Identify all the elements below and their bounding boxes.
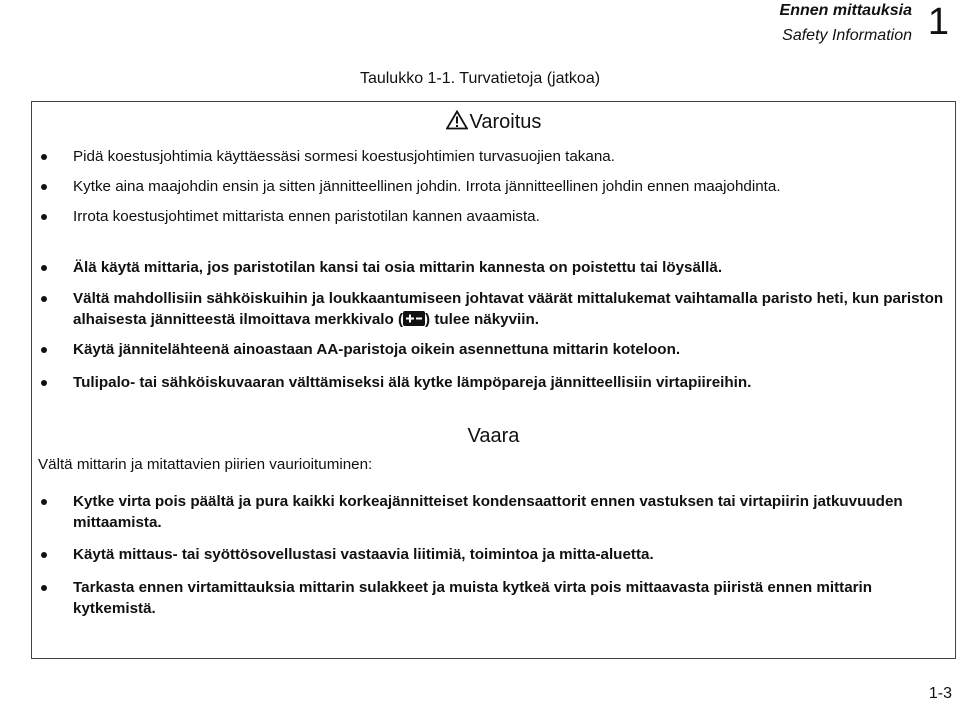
- warning-item-battery: [32, 288, 955, 330]
- warning-heading: [32, 110, 955, 134]
- chapter-title: Ennen mittauksia: [779, 2, 912, 19]
- battery-low-icon: [403, 311, 425, 326]
- warning-list-plain: [32, 146, 955, 227]
- battery-text-after: ) tulee näkyviin.: [425, 311, 539, 328]
- danger-item: Tarkasta ennen virtamittauksia mittarin sulakkeet ja muista kytkeä virta pois mittaavasta piiristä ennen mittarin kytkemistä.: [32, 577, 955, 619]
- warning-item: Tulipalo- tai sähköiskuvaaran välttämiseksi älä kytke lämpöpareja jännitteellisiin virtapiireihin.: [32, 372, 955, 393]
- chapter-subtitle: Safety Information: [782, 27, 912, 44]
- header-text: [780, 0, 912, 45]
- table-caption: Taulukko 1-1. Turvatietoja (jatkoa): [359, 70, 601, 87]
- danger-lead: Vältä mittarin ja mitattavien piirien vaurioituminen:: [38, 456, 373, 473]
- warning-item: Käytä jännitelähteenä ainoastaan AA-paristoja oikein asennettuna mittarin koteloon.: [32, 339, 955, 360]
- danger-item: Käytä mittaus- tai syöttösovellustasi vastaavia liitimiä, toimintoa ja mitta-aluetta.: [32, 544, 955, 565]
- warning-item: Pidä koestusjohtimia käyttäessäsi sormesi koestusjohtimien turvasuojien takana.: [32, 146, 955, 167]
- danger-item: Kytke virta pois päältä ja pura kaikki korkeajännitteiset kondensaattorit ennen vastuksen tai virtapiirin jatkuvuuden mittaamista.: [32, 491, 955, 533]
- warning-item: Irrota koestusjohtimet mittarista ennen paristotilan kannen avaamista.: [32, 206, 955, 227]
- warning-item: Älä käytä mittaria, jos paristotilan kansi tai osia mittarin kannesta on poistettu tai löysällä.: [32, 257, 955, 278]
- warning-list-bold: [32, 257, 955, 393]
- chapter-number: 1: [927, 1, 949, 43]
- warning-title: Varoitus: [469, 111, 542, 133]
- battery-text-before: Vältä mahdollisiin sähköiskuihin ja loukkaantumiseen johtavat väärät mittalukemat vaihtamalla paristo heti, kun pariston alhaisesta jännitteestä ilmoittava merkkivalo (: [73, 290, 944, 328]
- warning-triangle-icon: [446, 110, 468, 130]
- danger-heading: Vaara: [467, 425, 520, 447]
- page-number: 1-3: [928, 685, 952, 702]
- safety-table: [31, 101, 956, 659]
- danger-list: [32, 491, 955, 619]
- warning-item: Kytke aina maajohdin ensin ja sitten jännitteellinen johdin. Irrota jännitteellinen johdin ennen maajohdinta.: [32, 176, 955, 197]
